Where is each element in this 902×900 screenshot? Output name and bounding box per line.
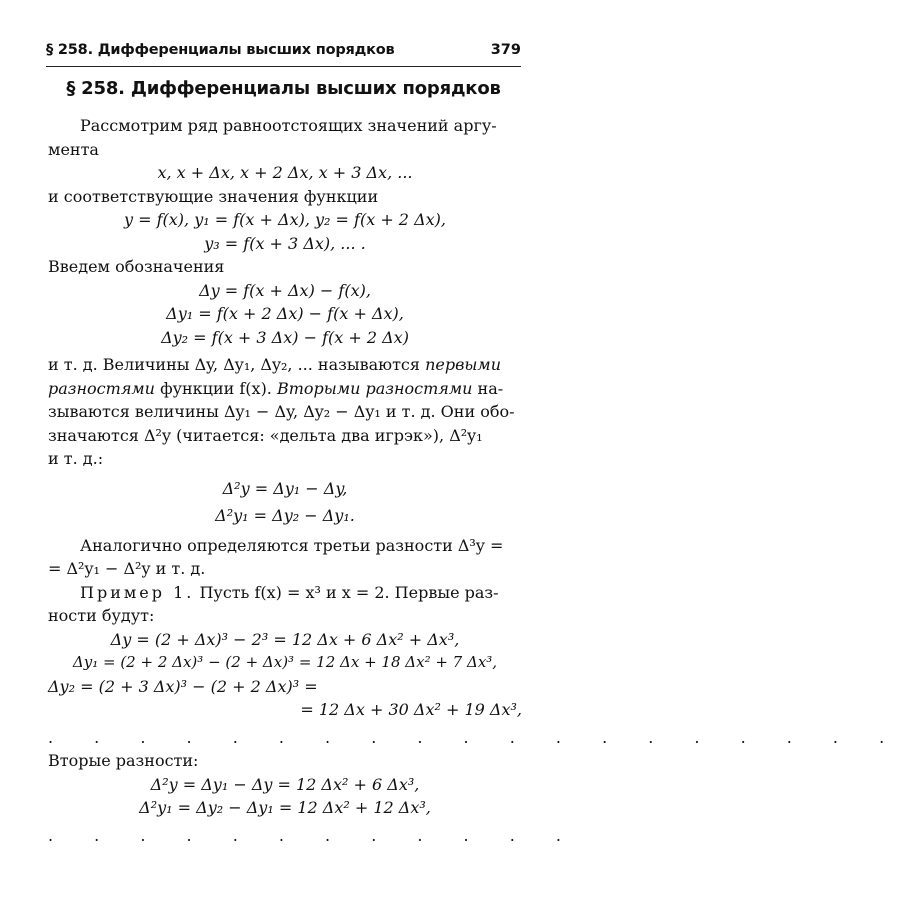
text-line: зываются величины Δy₁ − Δy, Δy₂ − Δy₁ и т. д. Они обо- xyxy=(48,402,515,421)
formula-line: y₃ = f(x + 3 Δx), ... . xyxy=(204,233,366,253)
text-span: и т. д. Величины Δy, Δy₁, Δy₂, ... называются xyxy=(48,355,426,374)
running-title: § 258. Дифференциалы высших порядков xyxy=(46,42,395,58)
formula-line: Δy = (2 + Δx)³ − 2³ = 12 Δx + 6 Δx² + Δx³, xyxy=(110,629,460,649)
text-line: ности будут: xyxy=(48,606,155,625)
formula-line: = 12 Δx + 30 Δx² + 19 Δx³, xyxy=(300,700,522,719)
italic-term: первыми xyxy=(425,355,501,374)
formula-line: Δy = f(x + Δx) − f(x), xyxy=(199,280,371,300)
text-span: функции f(x). xyxy=(154,378,277,398)
text-line: Введем обозначения xyxy=(48,257,225,276)
formula-line: Δy₁ = (2 + 2 Δx)³ − (2 + Δx)³ = 12 Δx + 18 Δx² + 7 Δx³, xyxy=(72,653,498,671)
text-line xyxy=(48,581,522,605)
formula-line: Δy₂ = (2 + 3 Δx)³ − (2 + 2 Δx)³ = xyxy=(48,676,318,696)
ellipsis-dots: . . . . . . . . . . . . . . . . . . . xyxy=(48,727,902,747)
text-span: на- xyxy=(472,378,504,398)
running-header xyxy=(46,40,521,67)
formula-line: Δ²y = Δy₁ − Δy = 12 Δx² + 6 Δx³, xyxy=(150,774,420,794)
italic-term: Вторыми разностями xyxy=(276,378,473,398)
text-line: мента xyxy=(48,139,99,159)
italic-term: разностями xyxy=(48,378,155,398)
formula-line: x, x + Δx, x + 2 Δx, x + 3 Δx, ... xyxy=(157,163,413,182)
text-line xyxy=(48,377,522,401)
text-line: значаются Δ²y (читается: «дельта два игрэк»), Δ²y₁ xyxy=(48,425,483,445)
example-label: Пример 1. xyxy=(80,582,195,602)
page-body xyxy=(48,114,902,847)
ellipsis-dots: . . . . . . . . . . . . xyxy=(48,825,579,845)
formula-line: Δy₂ = f(x + 3 Δx) − f(x + 2 Δx) xyxy=(161,327,409,347)
text-line: Аналогично определяются третьи разности Δ³y = xyxy=(80,535,504,555)
text-line: Вторые разности: xyxy=(48,751,199,770)
section-title: § 258. Дифференциалы высших порядков xyxy=(66,78,501,99)
page-number: 379 xyxy=(490,42,521,58)
formula-line: Δ²y₁ = Δy₂ − Δy₁ = 12 Δx² + 12 Δx³, xyxy=(139,798,431,817)
text-line: Рассмотрим ряд равноотстоящих значений аргу- xyxy=(80,116,497,135)
text-line xyxy=(48,353,522,377)
text-span: Пусть f(x) = x³ и x = 2. Первые раз- xyxy=(194,582,499,602)
formula-line: y = f(x), y₁ = f(x + Δx), y₂ = f(x + 2 Δx), xyxy=(124,210,446,229)
text-line: и соответствующие значения функции xyxy=(48,186,379,206)
text-line: = Δ²y₁ − Δ²y и т. д. xyxy=(48,559,206,578)
formula-line: Δy₁ = f(x + 2 Δx) − f(x + Δx), xyxy=(166,304,404,323)
text-line: и т. д.: xyxy=(48,449,104,468)
formula-line: Δ²y = Δy₁ − Δy, xyxy=(222,478,348,498)
formula-line: Δ²y₁ = Δy₂ − Δy₁. xyxy=(215,506,355,525)
